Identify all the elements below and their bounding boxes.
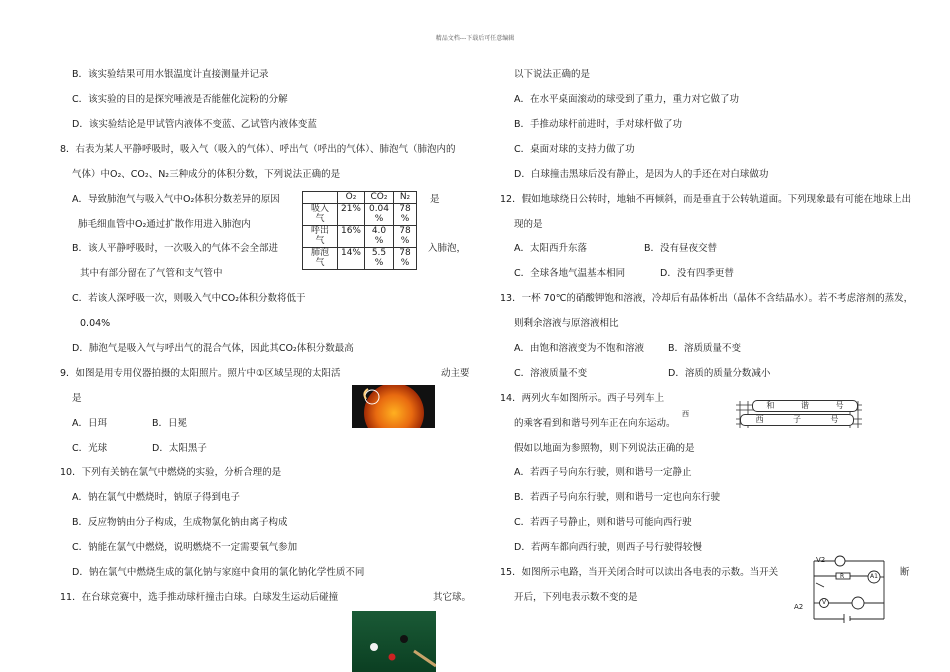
q10-option-c: C．钠能在氯气中燃烧，说明燃烧不一定需要氧气参加	[72, 542, 298, 553]
a1-label: A1	[870, 573, 878, 580]
q9-option-b: B．日冕	[152, 418, 188, 429]
q8-option-a-end: 是	[430, 194, 440, 205]
q8-option-c-line2: 0.04%	[80, 318, 111, 329]
q12-stem-line2: 现的是	[514, 219, 543, 230]
table-cell: %	[394, 214, 417, 225]
q8-stem-line2: 气体）中O₂、CO₂、N₂三种成分的体积分数，下列说法正确的是	[72, 169, 341, 180]
circuit-wires	[792, 553, 892, 623]
table-header-cell: O₂	[338, 192, 365, 204]
table-cell: 16%	[338, 225, 365, 236]
q10-option-a: A．钠在氯气中燃烧时，钠原子得到电子	[72, 492, 240, 503]
table-header-cell	[303, 192, 338, 204]
table-cell: 气	[303, 214, 338, 225]
q13-stem-line2: 则剩余溶液与原溶液相比	[514, 318, 619, 329]
train-car-label: 谐	[800, 401, 809, 410]
q12-stem-line1: 12．假如地球绕日公转时，地轴不再倾斜，而是垂直于公转轨道面。下列现象最有可能在地球上出	[500, 194, 912, 205]
train-car-label: 子	[792, 415, 801, 424]
table-cell	[338, 236, 365, 247]
q7-option-d: D．该实验结论是甲试管内液体不变蓝、乙试管内液体变蓝	[72, 119, 317, 130]
q14-option-c: C．若西子号静止，则和谐号可能向西行驶	[514, 517, 692, 528]
q9-stem-line1-end: 动主要	[441, 368, 470, 379]
table-cell: 21%	[338, 203, 365, 214]
table-cell	[338, 258, 365, 269]
table-cell: 0.04	[365, 203, 394, 214]
table-cell: 气	[303, 236, 338, 247]
q11-stem-line1: 11．在台球竞赛中，选手推动球杆撞击白球。白球发生运动后碰撞	[60, 592, 339, 603]
q8-option-a: A．导致肺泡气与吸入气中O₂体积分数差异的原因	[72, 194, 280, 205]
q7-option-c: C．该实验的目的是探究唾液是否能催化淀粉的分解	[72, 94, 288, 105]
q14-option-d: D．若两车都向西行驶，则西子号行驶得较慢	[514, 542, 702, 553]
table-cell: 78	[394, 247, 417, 258]
resistor-label: R	[840, 573, 845, 580]
q12-option-d: D．没有四季更替	[660, 268, 734, 279]
table-cell: %	[365, 236, 394, 247]
q12-option-b: B．没有昼夜交替	[644, 243, 718, 254]
q13-stem-line1: 13．一杯 70℃的硝酸钾饱和溶液，冷却后有晶体析出（晶体不含结晶水）。若不考虑溶剂的蒸发，	[500, 293, 914, 304]
gas-composition-table	[302, 191, 417, 270]
q7-option-b: B．该实验结果可用水银温度计直接测量并记录	[72, 69, 269, 80]
table-cell: %	[365, 258, 394, 269]
q8-option-c: C．若该人深呼吸一次，则吸入气中CO₂体积分数将低于	[72, 293, 306, 304]
sun-photo	[352, 385, 435, 428]
table-header-cell: CO₂	[365, 192, 394, 204]
q13-option-a: A．由饱和溶液变为不饱和溶液	[514, 343, 644, 354]
q11-stem-line2: 以下说法正确的是	[514, 69, 591, 80]
q13-option-d: D．溶质的质量分数减小	[668, 368, 771, 379]
table-cell: 气	[303, 258, 338, 269]
q8-option-b: B．该人平静呼吸时，一次吸入的气体不会全部进	[72, 243, 279, 254]
q11-option-d: D．白球撞击黑球后没有静止，是因为人的手还在对白球做功	[514, 169, 769, 180]
billiard-photo	[352, 611, 436, 672]
west-label: 西	[682, 410, 689, 418]
q14-option-b: B．若西子号向东行驶，则和谐号一定也向东行驶	[514, 492, 721, 503]
q10-option-d: D．钠在氯气中燃烧生成的氯化钠与家庭中食用的氯化钠化学性质不同	[72, 567, 365, 578]
table-cell: %	[394, 236, 417, 247]
table-cell: %	[365, 214, 394, 225]
q14-option-a: A．若西子号向东行驶，则和谐号一定静止	[514, 467, 692, 478]
q10-stem: 10．下列有关钠在氯气中燃烧的实验，分析合理的是	[60, 467, 282, 478]
page-header: 精品文档---下载后可任意编辑	[435, 35, 515, 42]
q9-stem-line1: 9．如图是用专用仪器拍摄的太阳照片。照片中①区域呈现的太阳活	[60, 368, 341, 379]
table-header-cell: N₂	[394, 192, 417, 204]
table-cell: 5.5	[365, 247, 394, 258]
hexie-train	[752, 400, 858, 412]
table-cell: 吸入	[303, 203, 338, 214]
q14-stem-line2: 的乘客看到和谐号列车正在向东运动。	[514, 418, 676, 429]
q14-stem-line1: 14．两列火车如图所示。西子号列车上	[500, 393, 665, 404]
circuit-figure	[792, 553, 892, 623]
a2-label: A2	[794, 603, 804, 611]
q8-stem-line1: 8．右表为某人平静呼吸时，吸入气（吸入的气体）、呼出气（呼出的气体）、肺泡气（肺泡内的	[60, 144, 456, 155]
train-figure	[682, 396, 862, 432]
train-car-label: 号	[835, 401, 844, 410]
q10-option-b: B．反应物钠由分子构成，生成物氯化钠由离子构成	[72, 517, 288, 528]
table-cell: 78	[394, 203, 417, 214]
table-cell: 呼出	[303, 225, 338, 236]
train-car-label: 西	[755, 415, 764, 424]
q11-option-a: A．在水平桌面滚动的球受到了重力，重力对它做了功	[514, 94, 739, 105]
q15-stem-line2: 开后，下列电表示数不变的是	[514, 592, 638, 603]
q11-stem-line1-end: 其它球。	[433, 592, 472, 603]
train-car-label: 和	[766, 401, 775, 410]
q9-stem-line2: 是	[72, 393, 82, 404]
q15-stem-line1-end: 断	[900, 567, 910, 578]
q13-option-c: C．溶液质量不变	[514, 368, 588, 379]
q8-option-a-line2: 肺毛细血管中O₂通过扩散作用进入肺泡内	[78, 219, 251, 230]
train-car-label: 号	[830, 415, 839, 424]
q9-option-d: D．太阳黑子	[152, 443, 207, 454]
q13-option-b: B．溶质质量不变	[668, 343, 742, 354]
table-cell: 14%	[338, 247, 365, 258]
q8-option-b-end: 入肺泡，	[428, 243, 467, 254]
table-cell: 肺泡	[303, 247, 338, 258]
q8-option-d: D．肺泡气是吸入气与呼出气的混合气体，因此其CO₂体积分数最高	[72, 343, 354, 354]
table-cell: %	[394, 258, 417, 269]
q11-option-c: C．桌面对球的支持力做了功	[514, 144, 635, 155]
q14-stem-line3: 假如以地面为参照物，则下列说法正确的是	[514, 443, 695, 454]
q9-option-a: A．日珥	[72, 418, 107, 429]
q12-option-a: A．太阳西升东落	[514, 243, 587, 254]
q11-option-b: B．手推动球杆前进时，手对球杆做了功	[514, 119, 683, 130]
q15-stem-line1: 15．如图所示电路，当开关闭合时可以读出各电表的示数。当开关	[500, 567, 779, 578]
table-cell: 78	[394, 225, 417, 236]
v-label: V	[822, 599, 827, 606]
q9-option-c: C．光球	[72, 443, 108, 454]
q8-option-b-line2: 其中有部分留在了气管和支气管中	[80, 268, 223, 279]
xizi-train	[740, 414, 854, 426]
v2-label: V2	[816, 556, 826, 564]
q12-option-c: C．全球各地气温基本相同	[514, 268, 626, 279]
table-cell	[338, 214, 365, 225]
table-cell: 4.0	[365, 225, 394, 236]
